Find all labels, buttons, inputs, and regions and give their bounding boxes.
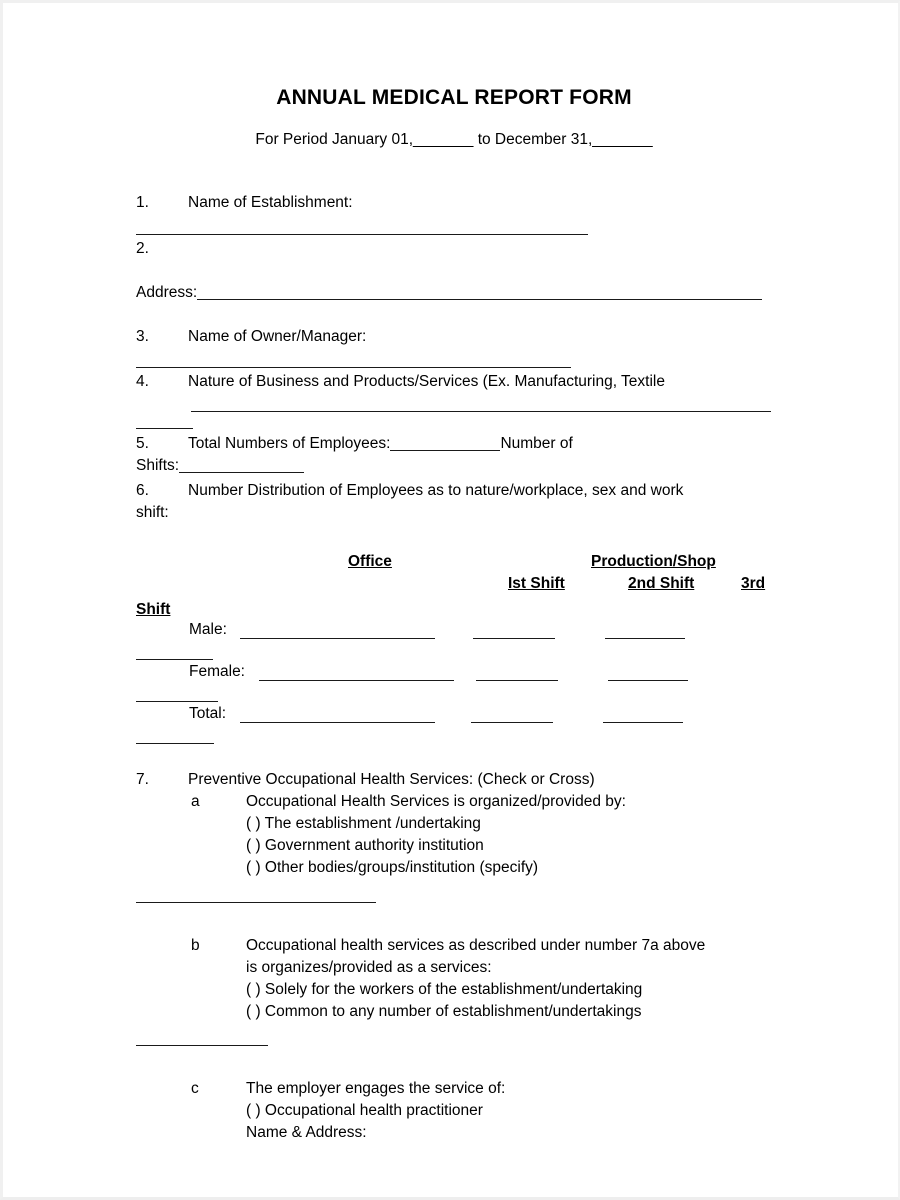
item-4-number: 4. — [136, 372, 149, 390]
total-2nd-shift-input[interactable] — [603, 722, 683, 723]
column-header-3rd-shift-second-line: Shift — [136, 600, 171, 618]
row-label-male: Male: — [189, 620, 227, 638]
row-label-total: Total: — [189, 704, 227, 722]
option-7c-health-practitioner[interactable]: ( ) Occupational health practitioner — [246, 1101, 483, 1119]
item-4-answer-line-continued[interactable] — [136, 428, 193, 429]
total-3rd-shift-input[interactable] — [136, 743, 214, 744]
male-2nd-shift-input[interactable] — [605, 638, 685, 639]
item-1-answer-line[interactable] — [136, 234, 588, 235]
total-1st-shift-input[interactable] — [471, 722, 553, 723]
option-7a-government[interactable]: ( ) Government authority institution — [246, 836, 484, 854]
item-4 — [136, 371, 772, 393]
option-7b-common-establishments[interactable]: ( ) Common to any number of establishment/undertakings — [246, 1002, 642, 1020]
item-5 — [136, 433, 772, 455]
option-7b-solely-workers[interactable]: ( ) Solely for the workers of the establishment/undertaking — [246, 980, 643, 998]
item-7b-letter: b — [191, 936, 200, 954]
item-1-label: Name of Establishment: — [188, 193, 353, 211]
option-7a-establishment[interactable]: ( ) The establishment /undertaking — [246, 814, 481, 832]
item-7 — [136, 769, 772, 791]
item-2-number: 2. — [136, 239, 149, 257]
item-6-label-line2-wrap — [136, 502, 772, 524]
male-3rd-shift-input[interactable] — [136, 659, 213, 660]
item-5-number: 5. — [136, 434, 149, 452]
item-6-label-line1: Number Distribution of Employees as to nature/workplace, sex and work — [188, 481, 684, 499]
page-title: ANNUAL MEDICAL REPORT FORM — [276, 86, 632, 109]
item-6-label-line2: shift: — [136, 503, 169, 521]
item-7a-specify-line[interactable] — [136, 902, 376, 903]
item-4-label: Nature of Business and Products/Services (Ex. Manufacturing, Textile — [188, 372, 665, 390]
item-2-label: Address: — [136, 283, 198, 301]
item-7b-label-line1: Occupational health services as described under number 7a above — [246, 936, 706, 954]
number-of-shifts-input[interactable] — [179, 460, 304, 473]
item-5-label-employees: Total Numbers of Employees: — [188, 434, 391, 452]
item-7-label: Preventive Occupational Health Services: (Check or Cross) — [188, 770, 595, 788]
item-7b — [136, 935, 772, 957]
column-header-3rd-shift-wrap — [136, 599, 772, 621]
female-office-input[interactable] — [259, 680, 454, 681]
total-office-input[interactable] — [240, 722, 435, 723]
column-header-3rd-shift: 3rd — [741, 574, 766, 592]
distribution-table-header — [136, 553, 772, 599]
column-header-office: Office — [348, 552, 392, 570]
total-employees-input[interactable] — [390, 438, 500, 451]
item-7a — [136, 791, 772, 813]
item-7c-label: The employer engages the service of: — [246, 1079, 506, 1097]
item-7-number: 7. — [136, 770, 149, 788]
table-row — [136, 663, 772, 705]
column-header-production-shop: Production/Shop — [591, 552, 716, 570]
item-5-shifts-line — [136, 455, 772, 477]
table-row — [136, 621, 772, 663]
column-header-1st-shift: Ist Shift — [508, 574, 565, 592]
item-3-answer-line[interactable] — [136, 367, 571, 368]
option-7a-other-bodies[interactable]: ( ) Other bodies/groups/institution (specify) — [246, 858, 539, 876]
item-3-label: Name of Owner/Manager: — [188, 327, 367, 345]
item-7c — [136, 1078, 772, 1100]
female-1st-shift-input[interactable] — [476, 680, 558, 681]
item-2 — [136, 238, 772, 260]
male-1st-shift-input[interactable] — [473, 638, 555, 639]
address-answer-line[interactable] — [197, 287, 762, 300]
item-3 — [136, 326, 772, 348]
male-office-input[interactable] — [240, 638, 435, 639]
item-6 — [136, 480, 772, 502]
female-2nd-shift-input[interactable] — [608, 680, 688, 681]
item-7b-additional-line[interactable] — [136, 1045, 268, 1046]
reporting-period-line: For Period January 01,_______ to December 31,_______ — [255, 131, 653, 149]
item-1-number: 1. — [136, 193, 149, 211]
item-7a-label: Occupational Health Services is organized/provided by: — [246, 792, 626, 810]
form-sheet — [136, 3, 772, 1144]
item-3-number: 3. — [136, 327, 149, 345]
column-header-2nd-shift: 2nd Shift — [628, 574, 695, 592]
item-5-label-shifts: Shifts: — [136, 456, 180, 474]
item-7a-letter: a — [191, 792, 200, 810]
item-7c-name-address-label: Name & Address: — [246, 1123, 367, 1141]
item-4-answer-line[interactable] — [191, 411, 771, 412]
item-6-number: 6. — [136, 481, 149, 499]
item-7b-label-line2: is organizes/provided as a services: — [246, 958, 492, 976]
row-label-female: Female: — [189, 662, 245, 680]
table-row — [136, 705, 772, 747]
female-3rd-shift-input[interactable] — [136, 701, 218, 702]
item-2-address — [136, 282, 772, 304]
item-5-label-number-of: Number of — [500, 434, 573, 452]
item-1 — [136, 192, 772, 214]
item-7c-letter: c — [191, 1079, 199, 1097]
